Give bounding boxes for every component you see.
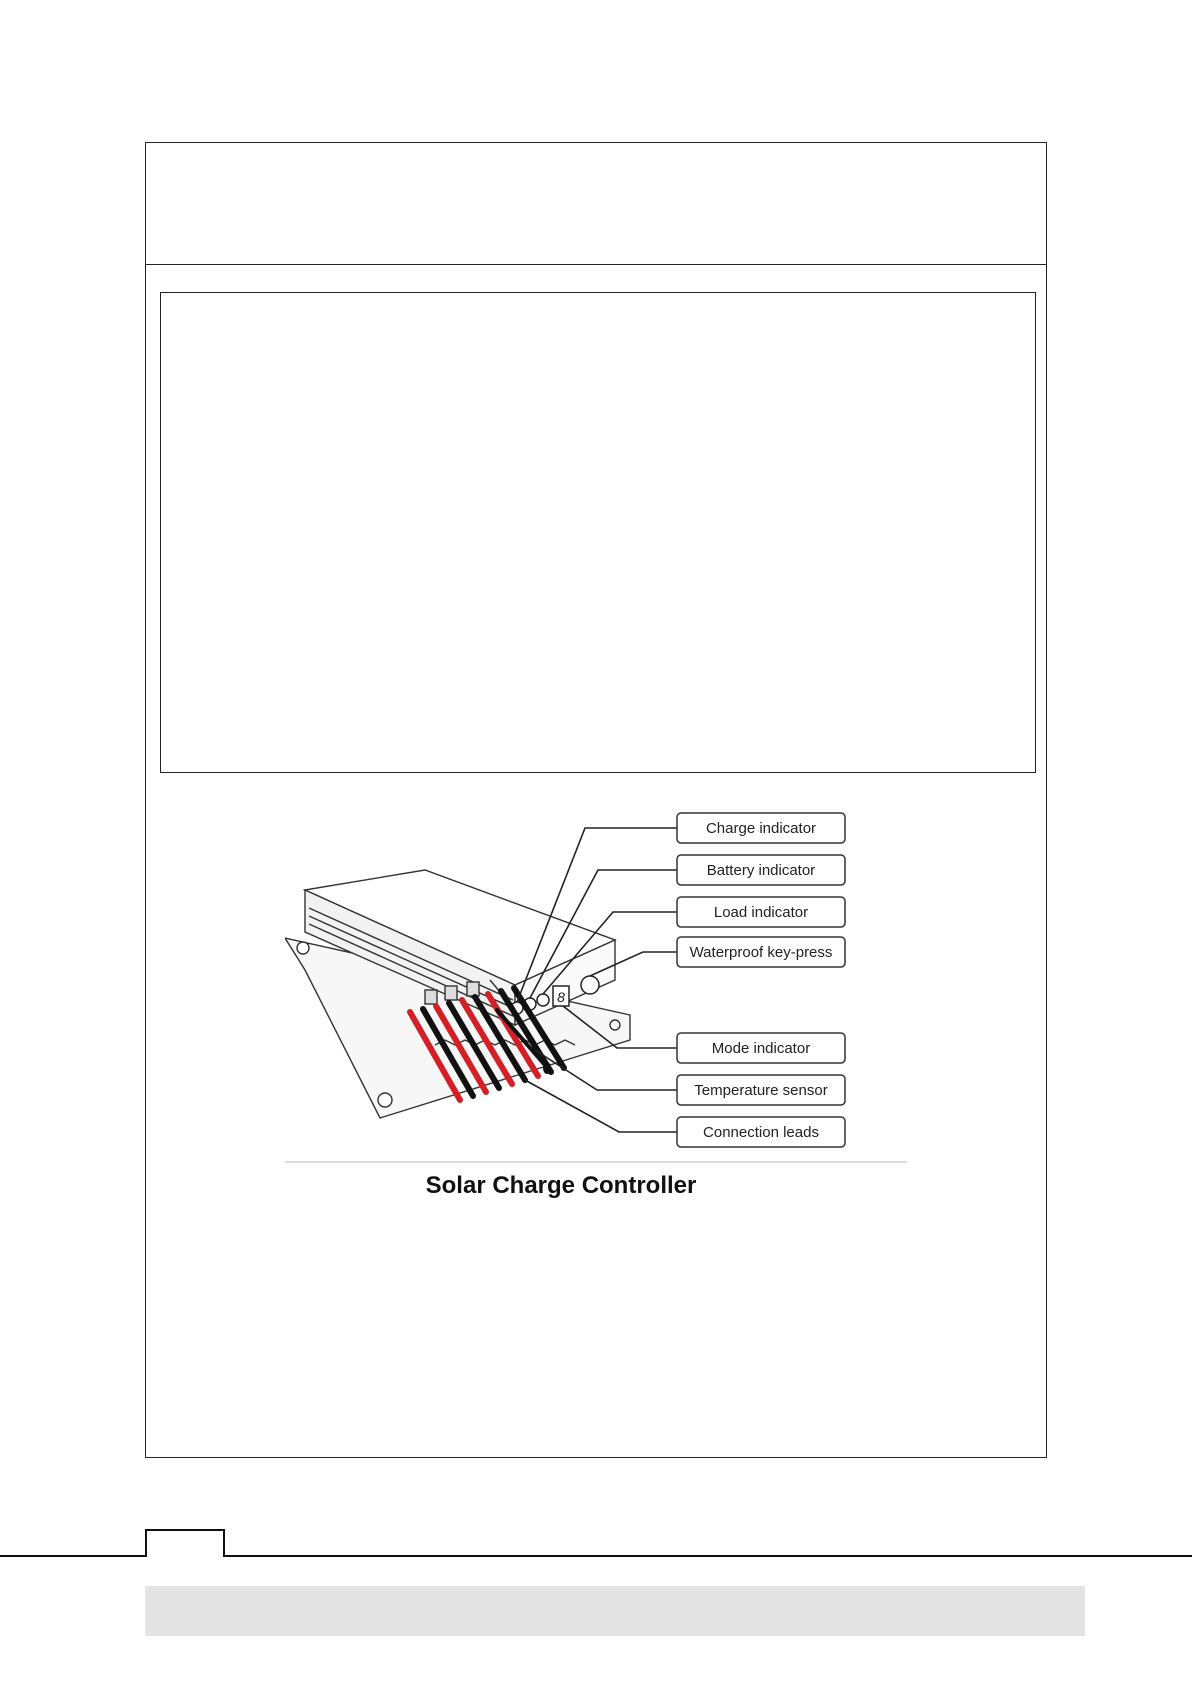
label-battery-indicator: Battery indicator — [706, 862, 816, 879]
footer-rule-left — [0, 1555, 145, 1557]
callout-waterproof-key-press — [677, 937, 845, 967]
callout-charge-indicator — [677, 813, 845, 843]
label-waterproof-key-press: Waterproof key-press — [689, 944, 833, 961]
label-connection-leads: Connection leads — [703, 1124, 819, 1141]
content-box — [160, 292, 1036, 773]
footer-rule-right — [223, 1555, 1192, 1557]
callout-battery-indicator — [677, 855, 845, 885]
load-led — [537, 994, 549, 1006]
label-charge-indicator: Charge indicator — [705, 820, 817, 837]
callout-boxes — [677, 813, 845, 1147]
header-divider — [145, 264, 1047, 265]
waterproof-key — [581, 976, 599, 994]
footer-bar — [145, 1586, 1085, 1636]
label-load-indicator: Load indicator — [713, 904, 809, 921]
callout-connection-leads — [677, 1117, 845, 1147]
callout-temperature-sensor — [677, 1075, 845, 1105]
temperature-sensor-tip — [543, 1062, 551, 1074]
solar-charge-controller-diagram — [285, 800, 907, 1165]
callout-load-indicator — [677, 897, 845, 927]
mode-display-glyph: 8 — [557, 989, 565, 1005]
label-temperature-sensor: Temperature sensor — [694, 1082, 828, 1099]
callout-mode-indicator — [677, 1033, 845, 1063]
page-number-tab — [145, 1529, 225, 1557]
label-mode-indicator: Mode indicator — [711, 1040, 811, 1057]
figure-caption: Solar Charge Controller — [425, 1172, 697, 1199]
